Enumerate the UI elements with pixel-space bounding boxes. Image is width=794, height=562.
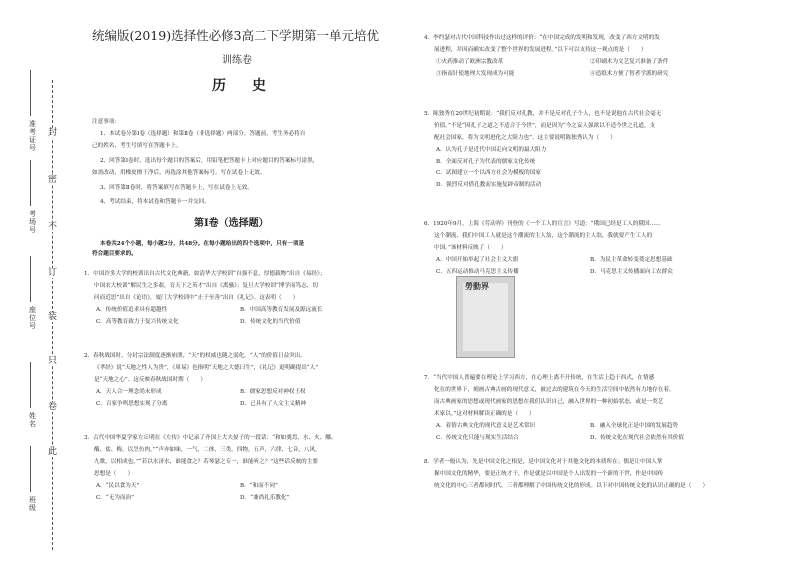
question-option: B．全面反对孔子为代表的儒家文化传统 bbox=[436, 158, 536, 165]
question-line: 4．李约瑟对古代中国科技作出过这样的评价：“在中国完成的发明和发现，改变了西方文明的发 bbox=[424, 35, 660, 41]
binding-label: 考场号 bbox=[29, 210, 36, 234]
question-line: 术家以。”这对材料解读正确的是（ ） bbox=[434, 411, 535, 417]
notes-line: 如需改动，用橡皮擦干净后，再选涂其他答案标号。写在试卷上无效。 bbox=[92, 170, 266, 176]
question-line: 1．中国许多大学的校训出自古代文化典籍，如清华大学校训“自强不息，厚德载物”出自《易经》； bbox=[84, 271, 326, 277]
question-option: A．中国开始举起了社会主义大旗 bbox=[436, 257, 519, 263]
question-option: A．着情古典文化的现代意义是艺术常识 bbox=[436, 423, 536, 429]
question-option: ③指南针使地理大发现成为可能 bbox=[436, 70, 515, 77]
binding-label: 姓名 bbox=[29, 412, 36, 428]
question-option: A．“民以食为天” bbox=[96, 483, 140, 489]
question-option: C．五四运动推动马克思主义传播 bbox=[436, 268, 519, 275]
section-intro-2: 符合题目要求的。 bbox=[92, 251, 137, 257]
question-option: C．试图建立一个以西方社会为模板的国家 bbox=[436, 170, 541, 176]
question-option: D．强烈反对借孔教而实施复辟帝制的活动 bbox=[436, 181, 542, 188]
question-option: ①火药推动了欧洲宗教改革 bbox=[436, 59, 504, 65]
exam-title: 统编版(2019)选择性必修3高二下学期第一单元培优 bbox=[92, 28, 380, 43]
question-line: 配社会国家，将为文明进化之大阻力也”。这主要说明陈独秀认为（ ） bbox=[434, 135, 616, 141]
binding-char: 装 bbox=[48, 312, 58, 322]
question-option: C．传统文化只能与现实生活结合 bbox=[436, 434, 519, 441]
notes-line: 3、回答第Ⅱ卷时，将答案填写在答题卡上，写在试卷上无效。 bbox=[100, 185, 253, 191]
question-line: 6．1920年9月，上海《劳动界》刊登的《一个工人的宣言》写道：“俄国已经是工人的俄国…… bbox=[424, 221, 661, 227]
question-line: 而古典画家的思想或现代画家的思想在我们认识自己，融入世界的一种初始状态，或是一类艺 bbox=[434, 399, 664, 405]
binding-char: 不 bbox=[48, 222, 58, 232]
left-column bbox=[80, 0, 400, 562]
question-option: B．儒家思想反对神权王权 bbox=[240, 389, 306, 395]
section-title: 第Ⅰ卷（选择题） bbox=[194, 218, 269, 229]
binding-underline bbox=[30, 256, 31, 302]
question-line: 展进程，并因而确实改变了整个世界的发展进程。”以下可以支持这一观点的是（ ） bbox=[434, 47, 647, 53]
question-line: 是“天地之心”。这反映春秋战国时期（ ） bbox=[94, 377, 207, 383]
binding-label: 班级 bbox=[29, 496, 36, 512]
binding-char: 此 bbox=[48, 447, 58, 457]
question-line: 2．春秋战国时，分封宗法制度逐渐崩溃，“天”的权威也随之弱化。“人”的价值日益突出。 bbox=[84, 353, 306, 359]
question-option: B．融入全球化正是中国的发展趋势 bbox=[590, 423, 679, 429]
exam-subtitle: 训练卷 bbox=[222, 55, 252, 66]
binding-char: 封 bbox=[48, 128, 58, 138]
question-option: D．传统文化的当代价值 bbox=[240, 318, 301, 325]
newspaper-image bbox=[463, 283, 508, 351]
question-option: A．天人合一理念尚未形成 bbox=[96, 389, 162, 395]
question-option: C．“无为而治” bbox=[96, 494, 134, 501]
binding-label: 座位号 bbox=[29, 306, 36, 330]
question-line: 握中国文化的精华，要是正统才干，作是就是以中国是个人出发的一个新的干世，作是中国传 bbox=[434, 471, 664, 477]
question-option: C．高等教育致力于复兴传统文化 bbox=[96, 318, 179, 325]
question-option: D．已具有了人文主义精神 bbox=[240, 400, 307, 407]
binding-margin bbox=[0, 0, 70, 562]
question-line: 7．“当代中国人普遍要在理论上学习西方，在心理上离不开传统，在生活上趋于西式，在情感 bbox=[424, 375, 655, 381]
notes-line: 2、回答第Ⅰ卷时，选出每个题目的答案后，用铅笔把答题卡上对应题目的答案标号涂黑， bbox=[100, 158, 319, 164]
binding-underline bbox=[30, 160, 31, 206]
notes-line: 己的姓名、考生号填写在答题卡上。 bbox=[92, 143, 182, 149]
binding-char: 订 bbox=[48, 268, 58, 278]
question-option: B．中国高等教育发展及源远流长 bbox=[240, 307, 323, 313]
binding-char: 只 bbox=[48, 356, 58, 366]
question-line: 九歌，以相成也。”“若以水济水，谁能食之？若琴瑟之专一，谁能听之？”这些话反映的主要 bbox=[94, 459, 318, 465]
question-line: 《孝经》说“天地之性人为贵”，《周易》也指明“天地之大德曰生”，《礼记》更明确提出“人” bbox=[94, 365, 319, 371]
question-line: 统文化的中心三者都同时代，三者都理解了中国传统文化的形成。以下对中国传统文化的认识正确的是（ ） bbox=[434, 483, 709, 489]
question-line: 这个潮流，我们中国工人就是这个潮流的主人翁，这个潮流的主人翁，我就要产生工人的 bbox=[434, 233, 653, 239]
question-option: D．“兼尚礼乐教化” bbox=[240, 494, 290, 501]
question-line: 问而近思”出自《论语》，厦门大学校训中“止于至善”出自《礼记》。这表明（ ） bbox=[94, 295, 299, 301]
question-line: 化在的世界下，刻画古典古画的现代意义，被过去的建筑在今天的生活空间中依然有力地存在着， bbox=[434, 387, 675, 393]
question-option: D．传统文化在现代社会依然有其价值 bbox=[590, 434, 684, 441]
question-option: ④造纸术方便了智者学派的研究 bbox=[590, 70, 669, 77]
question-line: 5．陈独秀在20世纪初期说：“我们反对孔教，并不是反对孔子个人，也不是说他在古代社会毫无 bbox=[424, 111, 662, 117]
question-line: 中国。”该材料反映了（ ） bbox=[434, 245, 507, 251]
question-line: 3．古代中国华夏学家左丘明在《左传》中记录了齐国上大夫晏子的一段话：“和如羹焉，水、火、醯、 bbox=[84, 435, 337, 441]
question-line: 中国农大校训“解民生之多艰，育天下之英才”出自《离骚》；复旦大学校训“博学而笃志，切 bbox=[94, 283, 318, 289]
binding-underline bbox=[30, 70, 31, 116]
notes-heading: 注意事项： bbox=[92, 119, 120, 125]
binding-char: 卷 bbox=[48, 402, 58, 412]
binding-label: 准考证号 bbox=[29, 120, 36, 152]
question-option: ②印刷术为文艺复兴准备了条件 bbox=[590, 59, 669, 65]
question-line: 思想是（ ） bbox=[94, 471, 134, 477]
question-option: D．马克思主义传播面向工农群众 bbox=[590, 268, 673, 275]
notes-line: 4、考试结束，将本试卷和答题卡一并交回。 bbox=[100, 199, 210, 205]
question-option: C．百家争鸣思想实现了分离 bbox=[96, 400, 168, 407]
notes-line: 1、本试卷分第Ⅰ卷（选择题）和第Ⅱ卷（非选择题）两部分。答题前，考生务必将自 bbox=[100, 131, 306, 137]
question-line: 价值。”不是“因孔子之道之不适合于今世”，而是因为“今之妄人强欲以不适今世之孔道，支 bbox=[434, 123, 656, 129]
question-option: A．认为孔子是近代中国走向文明的最大阻力 bbox=[436, 147, 547, 153]
subject-title: 历 史 bbox=[212, 78, 272, 94]
question-option: B．“和而不同” bbox=[240, 483, 278, 489]
question-option: B．为民主革命转变奠定思想基础 bbox=[590, 257, 673, 263]
question-line: 8．学者一般认为，先是中国文化之根是，是中国文化对于其他文化的本质所在；儒是让中国人掌 bbox=[424, 459, 663, 465]
binding-char: 密 bbox=[48, 175, 58, 185]
question-line: 醢、盐、梅，以烹鱼肉，”“声亦如味，一气，二体，三类，四物，五声，六律，七音，八风， bbox=[94, 447, 321, 453]
section-intro-1: 本卷共24个小题，每小题2分，共48分。在每小题给出的四个选项中，只有一项是 bbox=[100, 241, 305, 247]
binding-underline bbox=[30, 446, 31, 492]
newspaper-masthead: 勞動界 bbox=[465, 281, 489, 291]
question-option: A．传统价值追求具有超越性 bbox=[96, 307, 168, 313]
newspaper-photo bbox=[456, 276, 515, 358]
binding-underline bbox=[30, 362, 31, 408]
